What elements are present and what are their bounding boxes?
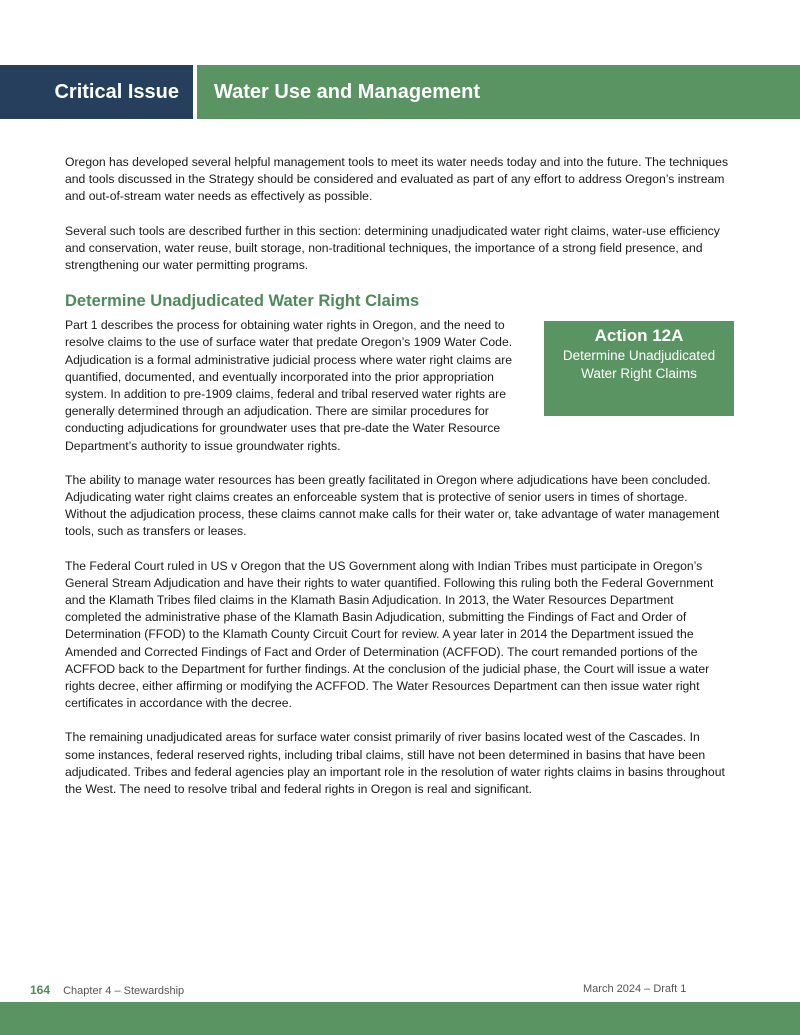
critical-issue-label: Critical Issue [0, 65, 193, 119]
header-banner [0, 65, 800, 119]
section-paragraph-3: The Federal Court ruled in US v Oregon that the US Government along with Indian Tribes must participate in Oregon’s General Stream Adjudication and have their rights to water quantified. Following this ruling both the Federal Government and the Klamath Tribes filed claims in the Klamath Basin Adjudication. In 2013, the Water Resources Department completed the administrative phase of the Klamath Basin Adjudication, submitting the Findings of Fact and Order of Determination (FFOD) to the Klamath County Circuit Court for review. A year later in 2014 the Department issued the Amended and Corrected Findings of Fact and Order of Determination (ACFFOD). The court remanded portions of the ACFFOD back to the Department for further findings. At the conclusion of the judicial phase, the Court will issue a water rights decree, either affirming or modifying the ACFFOD. The Water Resources Department can then issue water right certificates in accordance with the decree. [65, 558, 714, 711]
intro-paragraph-2: Several such tools are described further in this section: determining unadjudicated water right claims, water-use efficiency and conservation, water reuse, built storage, non-traditional techniques, the importance of a strong field presence, and strengthening our water permitting programs. [65, 223, 720, 273]
section-paragraph-1: Part 1 describes the process for obtaining water rights in Oregon, and the need to resolve claims to the use of surface water that predate Oregon’s 1909 Water Code. Adjudication is a formal administrative judicial process where water right claims are quantified, documented, and eventually incorporated into the prior appropriation system. In addition to pre-1909 claims, federal and tribal reserved water rights are generally determined through an adjudication. There are similar procedures for conducting adjudications for groundwater uses that pre-date the Water Resource Department’s authority to issue groundwater rights. [65, 318, 513, 453]
section-paragraph-4: The remaining unadjudicated areas for surface water consist primarily of river basins located west of the Cascades. In some instances, federal reserved rights, including tribal claims, still have not been determined in basins that have been adjudicated. Tribes and federal agencies play an important role in the resolution of water rights claims in basins throughout the West. The need to resolve tribal and federal rights in Oregon is real and significant. [65, 730, 725, 797]
action-callout-box [544, 321, 734, 416]
action-title: Action 12A [594, 326, 684, 346]
main-content [65, 154, 730, 815]
intro-paragraph-1: Oregon has developed several helpful management tools to meet its water needs today and into the future. The techniques and tools discussed in the Strategy should be considered and evaluated as part of any effort to address Oregon’s instream and out-of-stream water needs as effectively as possible. [65, 155, 729, 204]
section-heading: Determine Unadjudicated Water Right Claims [65, 292, 420, 311]
page-footer [30, 983, 800, 997]
footer-color-bar [0, 1002, 800, 1035]
section-paragraph-2: The ability to manage water resources has been greatly facilitated in Oregon where adjudications have been concluded. Adjudicating water right claims creates an enforceable system that is protective of senior users in times of shortage. Without the adjudication process, these claims cannot make calls for their water or, take advantage of water management tools, such as transfers or leases. [65, 472, 720, 539]
chapter-label: Chapter 4 – Stewardship [63, 985, 185, 997]
draft-date: March 2024 – Draft 1 [583, 983, 687, 995]
page-number: 164 [30, 983, 51, 997]
issue-title: Water Use and Management [197, 65, 800, 119]
action-subtitle: Determine Unadjudicated Water Right Claims [562, 348, 716, 382]
